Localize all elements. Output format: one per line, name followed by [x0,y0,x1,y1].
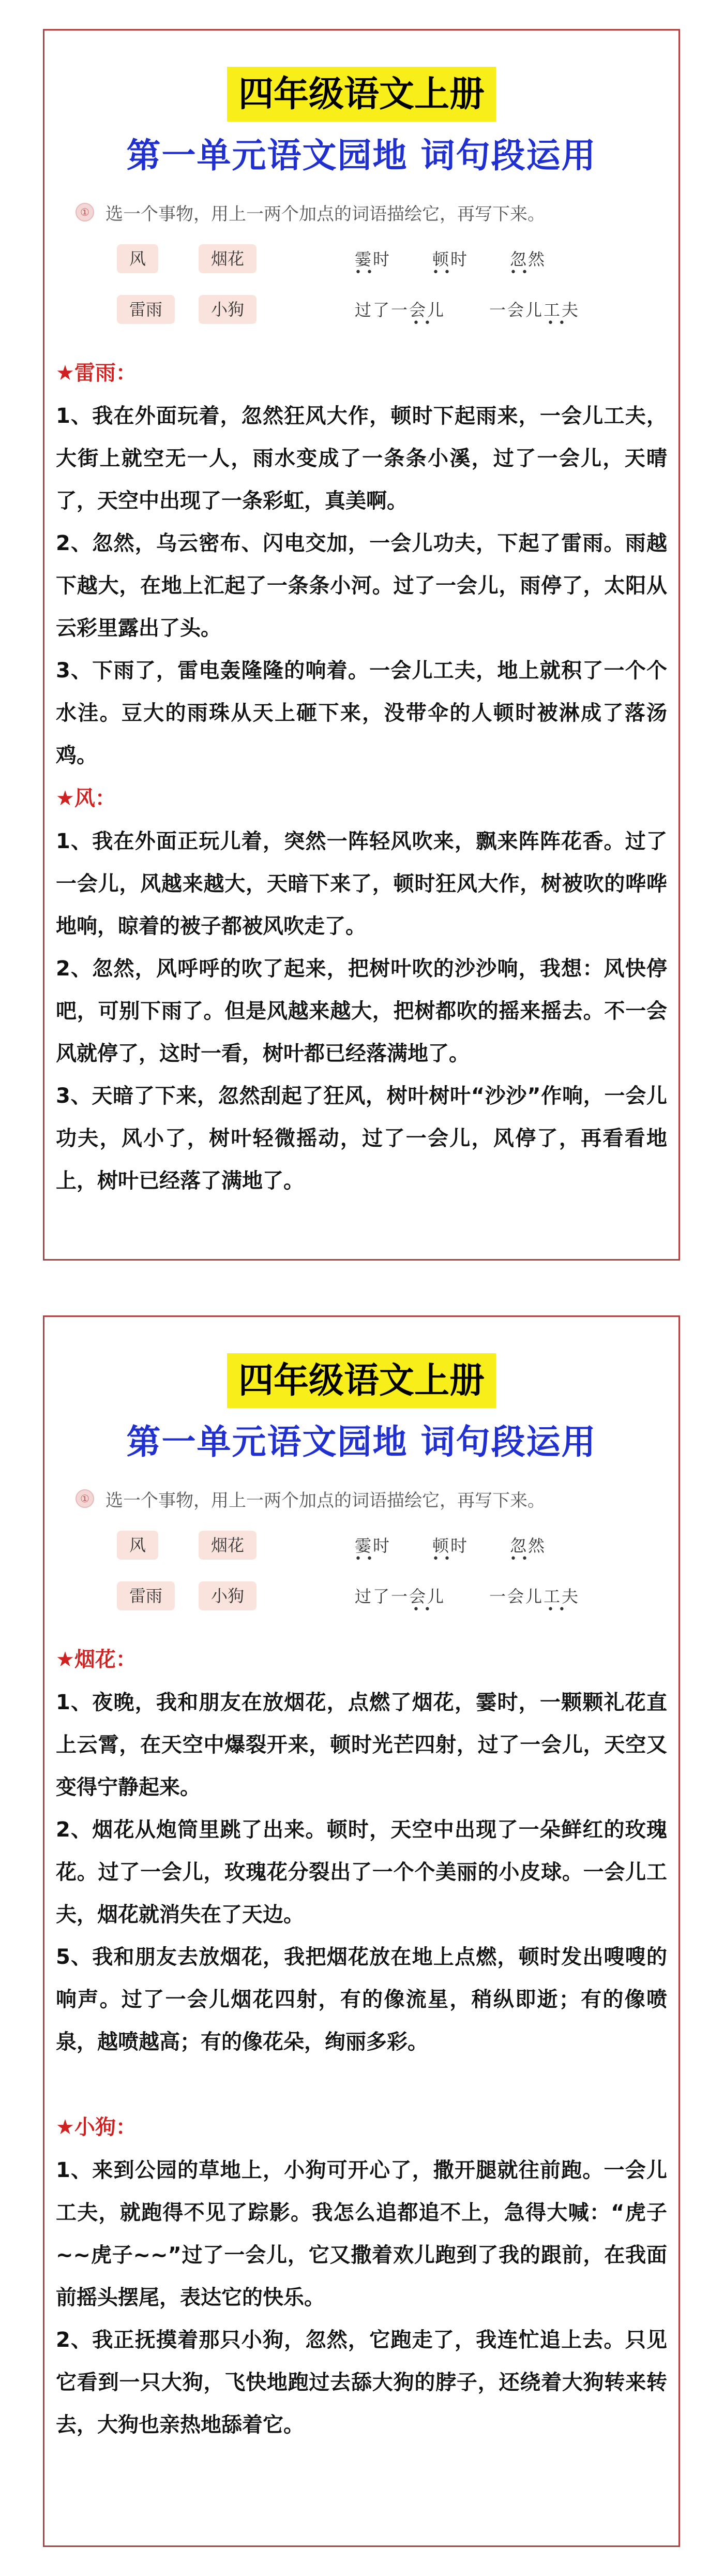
section-heading: ★雷雨： [56,361,137,385]
paragraph: 2、忽然，乌云密布、闪电交加，一会儿功夫，下起了雷雨。雨越下越大，在地上汇起了一条条小河。过了一会儿，雨停了，太阳从云彩里露出了头。 [56,531,667,640]
phrase: 顿时 •• [432,1536,469,1565]
phrase: 一会儿工夫 •• [489,1587,580,1616]
title-block [44,31,678,177]
phrase: 过了一会儿 •• [355,1587,446,1616]
section-gap [56,2063,667,2106]
instruction-text: 选一个事物，用上一两个加点的词语描绘它，再写下来。 [105,203,545,225]
paragraph: 1、夜晚，我和朋友在放烟花，点燃了烟花，霎时，一颗颗礼花直上云霄，在天空中爆裂开来，顿时光芒四射，过了一会儿，天空又变得宁静起来。 [56,1691,667,1799]
content [56,1638,667,2446]
paragraph: 1、来到公园的草地上，小狗可开心了，撒开腿就往前跑。一会儿工夫，就跑得不见了踪影。我怎么追都追不上，急得大喊：“虎子~~虎子~~”过了一会儿，它又撒着欢儿跑到了我的跟前，在我面前摇头摆尾，表达它的快乐。 [56,2158,667,2309]
paragraph: 5、我和朋友去放烟花，我把烟花放在地上点燃，顿时发出嗖嗖的响声。过了一会儿烟花四射，有的像流星，稍纵即逝；有的像喷泉，越喷越高；有的像花朵，绚丽多彩。 [56,1945,667,2054]
word-tag: 烟花 [199,244,257,273]
paragraph: 3、下雨了，雷电轰隆隆的响着。一会儿工夫，地上就积了一个个水洼。豆大的雨珠从天上砸下来，没带伞的人顿时被淋成了落汤鸡。 [56,659,667,767]
word-tag: 雷雨 [117,295,175,324]
paragraph: 2、忽然，风呼呼的吹了起来，把树叶吹的沙沙响，我想：风快停吧，可别下雨了。但是风越来越大，把树都吹的摇来摇去。不一会风就停了，这时一看，树叶都已经落满地了。 [56,957,667,1065]
paragraph: 1、我在外面玩着，忽然狂风大作，顿时下起雨来，一会儿工夫，大街上就空无一人，雨水变成了一条条小溪，过了一会儿，天晴了，天空中出现了一条彩虹，真美啊。 [56,404,667,513]
word-tag: 风 [117,244,158,273]
title-grade: 四年级语文上册 [227,67,496,122]
word-bank [44,238,678,352]
word-tag: 小狗 [199,295,257,324]
title-unit: 第一单元语文园地 词句段运用 [126,1422,597,1462]
word-tag: 小狗 [199,1581,257,1610]
section-heading: ★风： [56,787,116,810]
phrase: 过了一会儿 •• [355,300,446,330]
phrase: 忽然 •• [510,249,547,279]
title-grade: 四年级语文上册 [227,1353,496,1408]
phrase: 忽然 •• [510,1536,547,1565]
phrase: 霎时 •• [355,249,391,279]
paragraph: 2、我正抚摸着那只小狗，忽然，它跑走了，我连忙追上去。只见它看到一只大狗，飞快地跑过去舔大狗的脖子，还绕着大狗转来转去，大狗也亲热地舔着它。 [56,2328,667,2437]
phrase: 霎时 •• [355,1536,391,1565]
paragraph: 1、我在外面正玩儿着，突然一阵轻风吹来，飘来阵阵花香。过了一会儿，风越来越大，天暗下来了，顿时狂风大作，树被吹的哗哗地响，晾着的被子都被风吹走了。 [56,830,667,938]
paragraph: 2、烟花从炮筒里跳了出来。顿时，天空中出现了一朵鲜红的玫瑰花。过了一会儿，玫瑰花分裂出了一个个美丽的小皮球。一会儿工夫，烟花就消失在了天边。 [56,1818,667,1927]
page-card-2 [43,1315,680,2547]
number-circle-icon: ① [76,1489,94,1508]
title-block [44,1317,678,1463]
section-heading: ★小狗： [56,2115,137,2139]
title-unit: 第一单元语文园地 词句段运用 [126,135,597,175]
word-tag: 风 [117,1531,158,1560]
instruction [76,1483,678,1514]
instruction-text: 选一个事物，用上一两个加点的词语描绘它，再写下来。 [105,1490,545,1511]
word-bank [44,1524,678,1638]
page-card-1 [43,29,680,1261]
section-heading: ★烟花： [56,1648,137,1671]
paragraph: 3、天暗了下来，忽然刮起了狂风，树叶树叶“沙沙”作响，一会儿功夫，风小了，树叶轻微摇动，过了一会儿，风停了，再看看地上，树叶已经落了满地了。 [56,1084,667,1193]
phrase: 一会儿工夫 •• [489,300,580,330]
instruction [76,197,678,228]
number-circle-icon: ① [76,203,94,221]
word-tag: 雷雨 [117,1581,175,1610]
content [56,351,667,1202]
phrase: 顿时 •• [432,249,469,279]
word-tag: 烟花 [199,1531,257,1560]
